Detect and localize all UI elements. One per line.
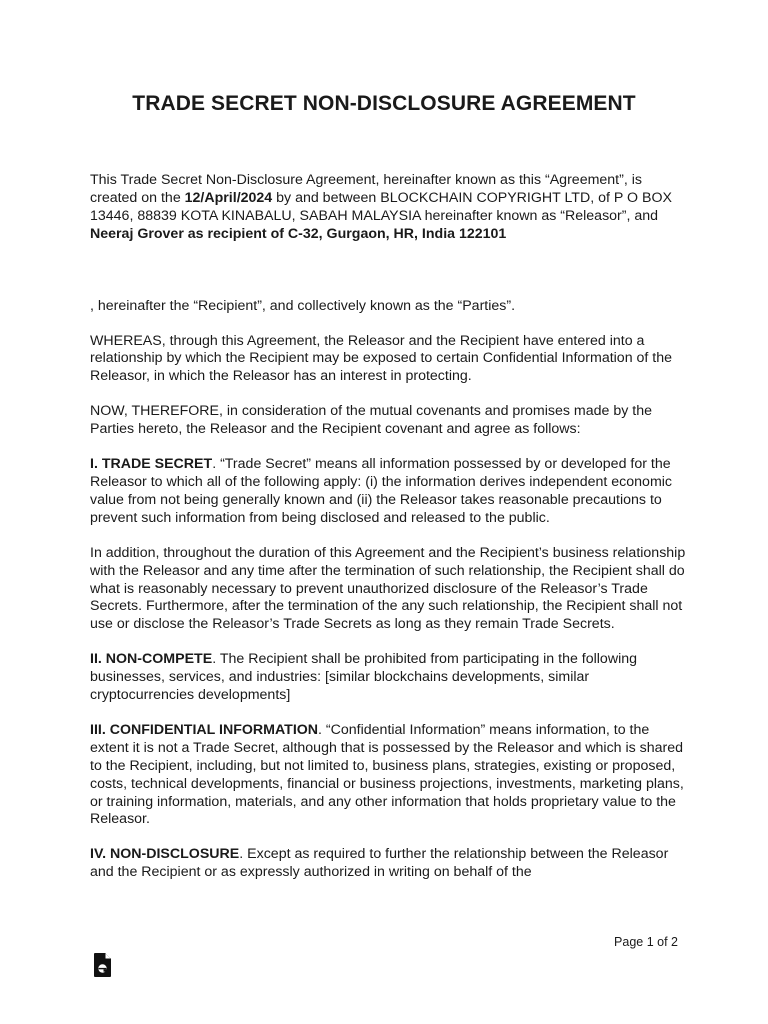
page-number: Page 1 of 2 [614, 935, 678, 949]
document-body [90, 172, 690, 899]
section-text: . The Recipient shall be prohibited from participating in the following businesses, services, and industries: [similar blockchains developments, similar cryptocurrencies developments] [90, 651, 638, 704]
section-heading: III. CONFIDENTIAL INFORMATION [90, 721, 319, 738]
now-therefore-paragraph: NOW, THEREFORE, in consideration of the mutual covenants and promises made by the Parties hereto, the Releasor and the Recipient covenant and agree as follows: [90, 403, 652, 438]
whereas-paragraph: WHEREAS, through this Agreement, the Releasor and the Recipient have entered into a relationship by which the Recipient may be exposed to certain Confidential Information of the Releasor, in which the Releasor has an interest in protecting. [90, 332, 673, 385]
section-confidential-information [90, 722, 690, 829]
section-text: . “Trade Secret” means all information possessed by or developed for the Releasor to which all of the following apply: (i) the information derives independent economic value from not being generally known and (ii) the Releasor takes reasonable precautions to prevent such information from being disclosed and released to the public. [90, 456, 673, 526]
section-non-compete [90, 651, 690, 705]
addition-paragraph: In addition, throughout the duration of this Agreement and the Recipient’s business relationship with the Releasor and any time after the termination of such relationship, the Recipient shall do what is reasonably necessary to prevent unauthorized disclosure of the Releasor’s Trade Secrets. Furthermore, after the termination of the any such relationship, the Recipient shall not use or disclose the Releasor’s Trade Secrets as long as they remain Trade Secrets. [90, 544, 686, 633]
intro-paragraph [90, 172, 690, 244]
section-heading: II. NON-COMPETE [90, 651, 213, 668]
eforms-logo-icon [93, 952, 113, 978]
section-heading: I. TRADE SECRET [90, 456, 213, 473]
section-trade-secret [90, 456, 690, 528]
section-text: . Except as required to further the relationship between the Releasor and the Recipient or as expressly authorized in writing on behalf of the [90, 846, 669, 881]
agreement-date: 12/April/2024 [184, 189, 273, 206]
intro-part1: This Trade Secret Non-Disclosure Agreement, hereinafter known as this “Agreement”, is created on the [90, 172, 642, 206]
intro-part2: by and between BLOCKCHAIN COPYRIGHT LTD, of P O BOX 13446, 88839 KOTA KINABALU, SABAH MALAYSIA hereinafter known as “Releasor”, and [90, 189, 672, 224]
section-non-disclosure [90, 846, 690, 882]
section-heading: IV. NON-DISCLOSURE [90, 846, 240, 863]
recipient-name: Neeraj Grover as recipient of C-32, Gurgaon, HR, India 122101 [90, 225, 507, 242]
parties-line: , hereinafter the “Recipient”, and collectively known as the “Parties”. [90, 297, 516, 314]
blank-space [90, 244, 690, 298]
document-title: TRADE SECRET NON-DISCLOSURE AGREEMENT [132, 92, 636, 115]
section-text: . “Confidential Information” means information, to the extent it is not a Trade Secret, although that is possessed by the Releasor and which is shared to the Recipient, including, but not limited to, business plans, strategies, existing or proposed, costs, technical developments, financial or business projections, investments, marketing plans, or training information, materials, and any other information that holds proprietary value to the Releasor. [90, 721, 684, 828]
